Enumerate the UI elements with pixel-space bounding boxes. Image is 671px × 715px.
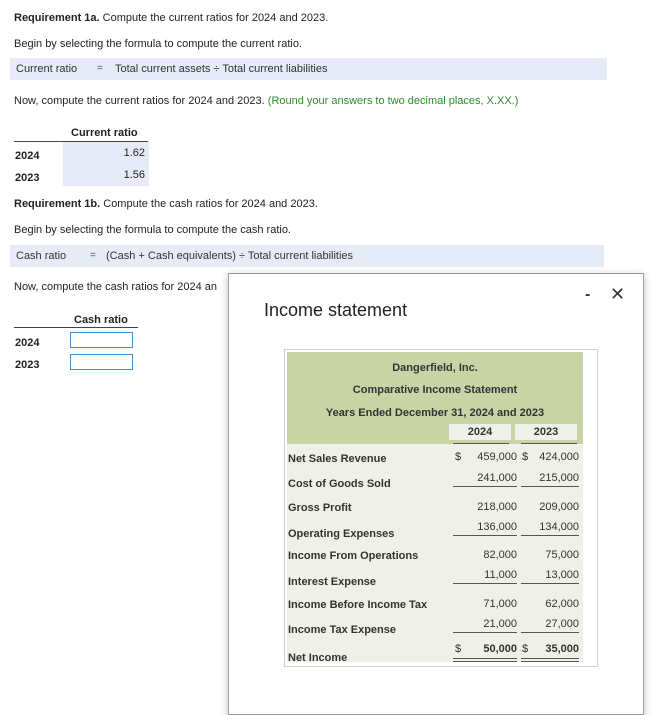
- line-value-2023: 75,000: [545, 549, 579, 561]
- subtotal-rule: [521, 486, 579, 487]
- subtotal-rule: [521, 583, 579, 584]
- cash-ratio-year-2023: 2023: [15, 359, 40, 371]
- line-value-2024: 82,000: [483, 549, 517, 561]
- line-label: Cost of Goods Sold: [288, 478, 391, 490]
- current-ratio-year-2023: 2023: [15, 172, 40, 184]
- line-value-2024: 241,000: [477, 472, 517, 484]
- current-ratio-year-2024: 2024: [15, 150, 40, 162]
- line-value-2023: 27,000: [545, 618, 579, 630]
- close-icon[interactable]: ✕: [610, 284, 626, 304]
- cash-ratio-formula-equals: =: [90, 250, 96, 261]
- line-label: Operating Expenses: [288, 528, 395, 540]
- line-value-2023: 424,000: [539, 451, 579, 463]
- line-value-2023: 13,000: [545, 569, 579, 581]
- year-2024-rule: [453, 443, 509, 444]
- cash-ratio-col-header: Cash ratio: [74, 314, 128, 326]
- subtotal-rule: [521, 632, 579, 633]
- cash-ratio-input-2023[interactable]: [70, 354, 133, 370]
- statement-period: Years Ended December 31, 2024 and 2023: [325, 407, 545, 419]
- line-value-2024: 71,000: [483, 598, 517, 610]
- currency-sign: $: [455, 643, 462, 655]
- current-ratio-value-2023[interactable]: 1.56: [123, 169, 145, 181]
- req1a-begin: Begin by selecting the formula to compute the current ratio.: [14, 38, 302, 50]
- modal-title: Income statement: [264, 300, 408, 320]
- cash-ratio-header-rule: [14, 327, 138, 328]
- cash-ratio-formula-select[interactable]: (Cash + Cash equivalents) ÷ Total current liabilities: [106, 250, 354, 262]
- current-ratio-formula-equals: =: [97, 63, 103, 74]
- req1a-round-hint: (Round your answers to two decimal places, X.XX.): [267, 95, 519, 107]
- year-header-2024: 2024: [449, 424, 511, 440]
- req1a-heading: [14, 12, 328, 24]
- currency-sign: $: [522, 643, 529, 655]
- cash-ratio-formula-row: [10, 245, 604, 267]
- current-ratio-formula-label: Current ratio: [16, 63, 78, 75]
- line-label: Income From Operations: [288, 550, 419, 562]
- income-statement-modal: [228, 273, 644, 715]
- line-value-2023: 35,000: [545, 643, 579, 655]
- income-statement-table: [284, 349, 598, 667]
- total-double-rule: [453, 658, 517, 659]
- req1a-title: Requirement 1a.: [14, 12, 100, 24]
- req1a-now: Now, compute the current ratios for 2024 and 2023.: [14, 95, 265, 107]
- line-value-2023: 215,000: [539, 472, 579, 484]
- total-double-rule: [521, 658, 579, 659]
- year-header-2023: 2023: [515, 424, 577, 440]
- subtotal-rule: [453, 632, 517, 633]
- req1b-begin: Begin by selecting the formula to compute the cash ratio.: [14, 224, 291, 236]
- req1a-text: Compute the current ratios for 2024 and 2023.: [99, 12, 329, 24]
- line-value-2024: 459,000: [477, 451, 517, 463]
- line-value-2023: 209,000: [539, 501, 579, 513]
- line-label: Gross Profit: [288, 502, 352, 514]
- line-label: Net Sales Revenue: [288, 453, 387, 465]
- current-ratio-col-header: Current ratio: [71, 127, 138, 139]
- minimize-button[interactable]: -: [585, 286, 591, 303]
- current-ratio-formula-select[interactable]: Total current assets ÷ Total current liabilities: [115, 63, 328, 75]
- current-ratio-formula-row: [10, 58, 607, 80]
- line-value-2024: 21,000: [483, 618, 517, 630]
- subtotal-rule: [453, 535, 517, 536]
- company-name: Dangerfield, Inc.: [392, 362, 478, 374]
- line-label: Interest Expense: [288, 576, 377, 588]
- cash-ratio-year-2024: 2024: [15, 337, 40, 349]
- req1a-instruction: [14, 95, 518, 107]
- line-value-2023: 134,000: [539, 521, 579, 533]
- line-value-2024: 11,000: [484, 569, 517, 581]
- req1b-title: Requirement 1b.: [14, 198, 101, 210]
- line-value-2024: 50,000: [483, 643, 517, 655]
- line-label: Net Income: [288, 652, 348, 664]
- req1b-now: Now, compute the cash ratios for 2024 an: [14, 281, 218, 293]
- statement-name: Comparative Income Statement: [352, 384, 518, 396]
- subtotal-rule: [453, 486, 517, 487]
- req1b-heading: [14, 198, 318, 210]
- year-2023-rule: [521, 443, 577, 444]
- line-value-2024: 136,000: [477, 521, 517, 533]
- currency-sign: $: [455, 451, 462, 463]
- line-value-2023: 62,000: [545, 598, 579, 610]
- subtotal-rule: [521, 535, 579, 536]
- currency-sign: $: [522, 451, 529, 463]
- line-value-2024: 218,000: [477, 501, 517, 513]
- cash-ratio-input-2024[interactable]: [70, 332, 133, 348]
- line-label: Income Tax Expense: [288, 624, 397, 636]
- subtotal-rule: [453, 583, 517, 584]
- cash-ratio-formula-label: Cash ratio: [16, 250, 67, 262]
- total-double-rule: [453, 661, 517, 662]
- current-ratio-value-2024[interactable]: 1.62: [123, 147, 145, 159]
- line-label: Income Before Income Tax: [288, 599, 428, 611]
- req1b-text: Compute the cash ratios for 2024 and 2023.: [100, 198, 318, 210]
- total-double-rule: [521, 661, 579, 662]
